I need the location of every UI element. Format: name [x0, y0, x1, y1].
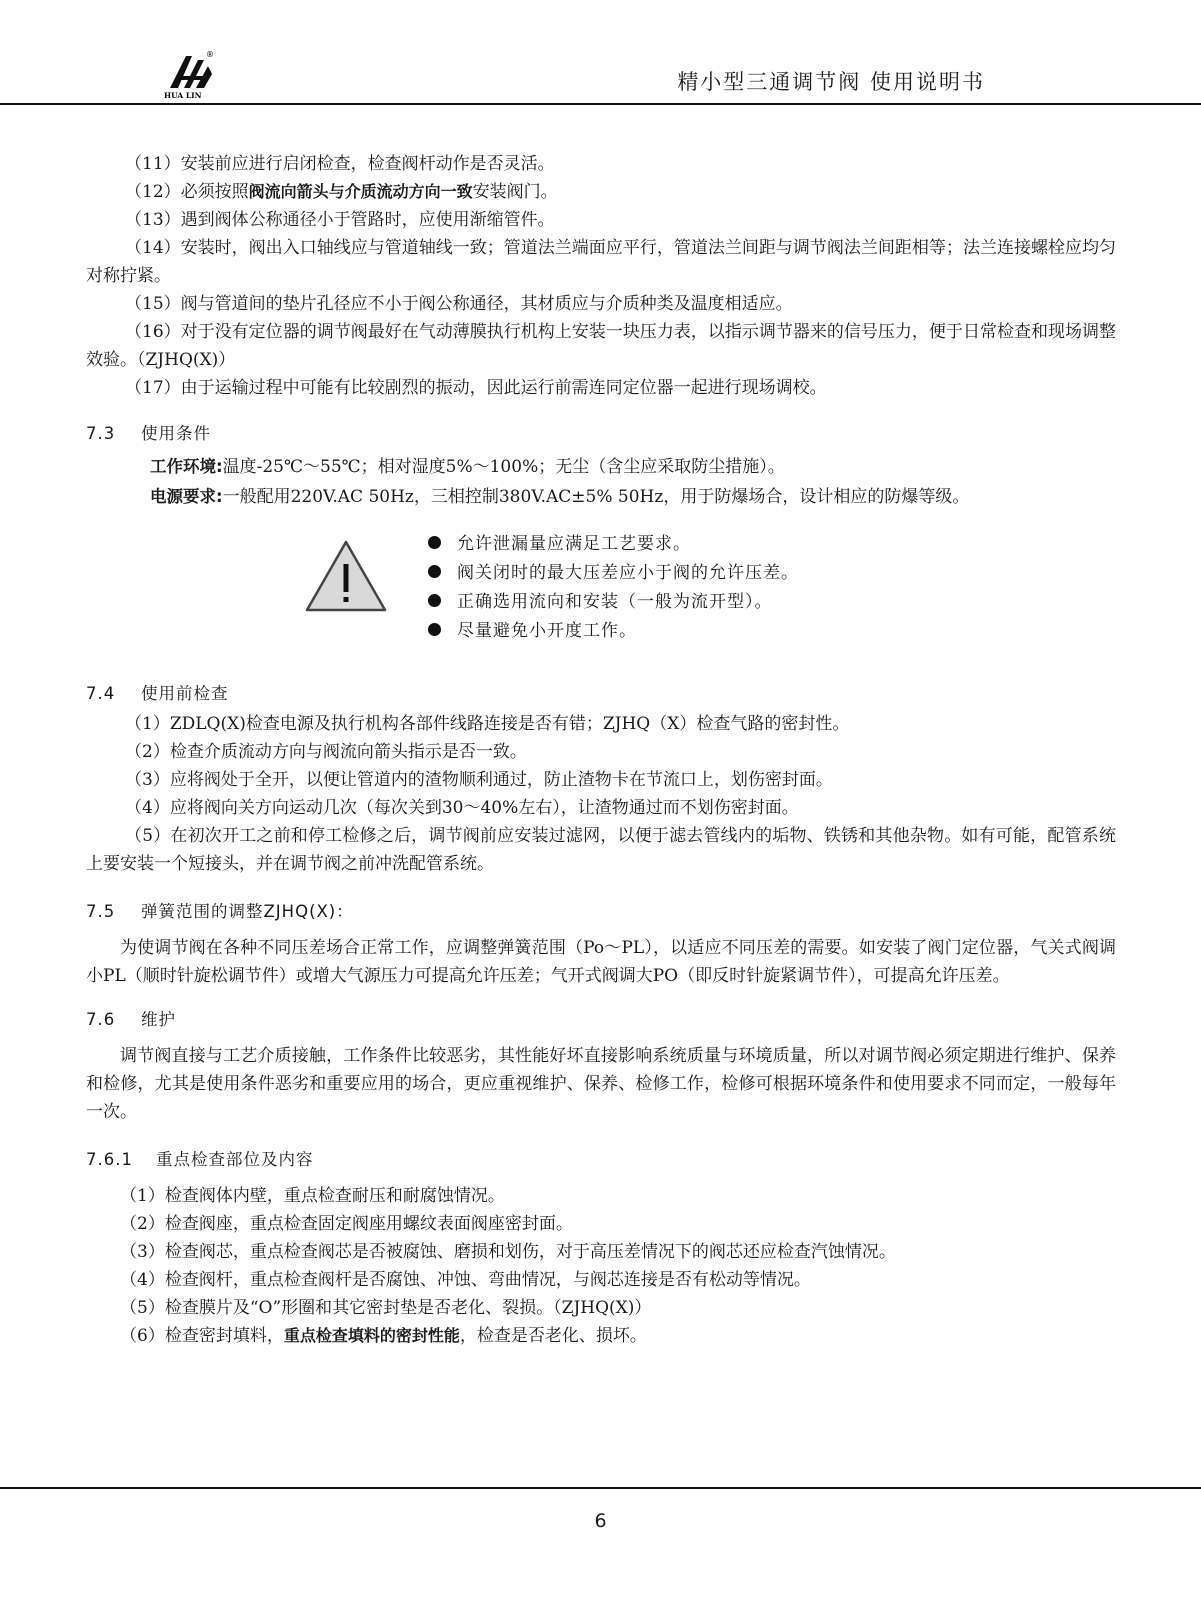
warning-item: 尽量避免小开度工作。	[428, 617, 799, 646]
inspection-item-5: （5）检查膜片及“O”形圈和其它密封垫是否老化、裂损。（ZJHQ(X)）	[120, 1298, 652, 1318]
section-heading-7-4: 7.4 使用前检查	[86, 684, 229, 703]
install-item-11: （11）安装前应进行启闭检查，检查阀杆动作是否灵活。	[125, 154, 555, 174]
inspection-item-6: （6）检查密封填料，重点检查填料的密封性能，检查是否老化、损坏。	[120, 1326, 647, 1346]
footer-divider	[0, 1487, 1201, 1489]
install-item-16: （16）对于没有定位器的调节阀最好在气动薄膜执行机构上安装一块压力表，以指示调节器来的信号压力，便于日常检查和现场调整效验。（ZJHQ(X)）	[86, 322, 1116, 370]
inspection-item-3: （3）检查阀芯，重点检查阀芯是否被腐蚀、磨损和划伤，对于高压差情况下的阀芯还应检查汽蚀情况。	[120, 1242, 896, 1262]
registered-mark: ®	[206, 50, 214, 59]
check-item-2: （2）检查介质流动方向与阀流向箭头指示是否一致。	[125, 742, 527, 762]
page-header	[0, 0, 1201, 108]
bullet-icon	[428, 594, 441, 607]
page-number: 6	[594, 1510, 607, 1532]
install-item-13: （13）遇到阀体公称通径小于管路时，应使用渐缩管件。	[125, 210, 555, 230]
section-heading-7-5: 7.5 弹簧范围的调整ZJHQ(X)：	[86, 902, 354, 921]
bullet-icon	[428, 565, 441, 578]
logo-text: HUA LIN	[164, 91, 202, 100]
document-title: 精小型三通调节阀 使用说明书	[677, 70, 985, 94]
warning-box	[86, 530, 1116, 670]
bullet-icon	[428, 536, 441, 549]
emphasis-text: 重点检查填料的密封性能	[283, 1326, 460, 1345]
install-item-12: （12）必须按照阀流向箭头与介质流动方向一致安装阀门。	[125, 182, 558, 202]
bullet-icon	[428, 623, 441, 636]
warning-item: 允许泄漏量应满足工艺要求。	[428, 530, 799, 559]
section-heading-7-6-1: 7.6.1 重点检查部位及内容	[86, 1150, 314, 1169]
inspection-item-1: （1）检查阀体内壁，重点检查耐压和耐腐蚀情况。	[120, 1186, 505, 1206]
section-heading-7-6: 7.6 维护	[86, 1010, 176, 1029]
install-item-17: （17）由于运输过程中可能有比较剧烈的振动，因此运行前需连同定位器一起进行现场调校。	[125, 378, 827, 398]
emphasis-text: 阀流向箭头与介质流动方向一致	[248, 182, 473, 201]
power-requirement: 电源要求:一般配用220V.AC 50Hz，三相控制380V.AC±5% 50Hz，用于防爆场合，设计相应的防爆等级。	[150, 487, 970, 507]
warning-list	[428, 530, 799, 646]
work-environment: 工作环境:温度-25℃～55℃；相对湿度5%～100%；无尘（含尘应采取防尘措施）。	[150, 457, 785, 477]
check-item-3: （3）应将阀处于全开，以便让管道内的渣物顺利通过，防止渣物卡在节流口上，划伤密封面。	[125, 770, 833, 790]
warning-item: 阀关闭时的最大压差应小于阀的允许压差。	[428, 559, 799, 588]
section-heading-7-3: 7.3 使用条件	[86, 424, 211, 443]
check-item-4: （4）应将阀向关方向运动几次（每次关到30～40%左右），让渣物通过而不划伤密封面。	[125, 798, 799, 818]
header-divider	[0, 103, 1201, 105]
hualin-logo	[162, 48, 226, 100]
check-item-1: （1）ZDLQ(X)检查电源及执行机构各部件线路连接是否有错；ZJHQ（X）检查气路的密封性。	[125, 714, 850, 734]
check-item-5: （5）在初次开工之前和停工检修之后，调节阀前应安装过滤网，以便于滤去管线内的垢物、铁锈和其他杂物。如有可能，配管系统上要安装一个短接头，并在调节阀之前冲洗配管系统。	[86, 826, 1116, 874]
install-item-15: （15）阀与管道间的垫片孔径应不小于阀公称通径，其材质应与介质种类及温度相适应。	[125, 294, 793, 314]
maintenance-text: 调节阀直接与工艺介质接触，工作条件比较恶劣，其性能好坏直接影响系统质量与环境质量，所以对调节阀必须定期进行维护、保养和检修，尤其是使用条件恶劣和重要应用的场合，更应重视维护、保养、检修工作，检修可根据环境条件和使用要求不同而定，一般每年一次。	[86, 1046, 1116, 1122]
page-content	[86, 150, 1116, 1350]
inspection-item-4: （4）检查阀杆，重点检查阀杆是否腐蚀、冲蚀、弯曲情况，与阀芯连接是否有松动等情况。	[120, 1270, 811, 1290]
inspection-item-2: （2）检查阀座，重点检查固定阀座用螺纹表面阀座密封面。	[120, 1214, 573, 1234]
install-item-14: （14）安装时，阀出入口轴线应与管道轴线一致；管道法兰端面应平行，管道法兰间距与调节阀法兰间距相等；法兰连接螺栓应均匀对称拧紧。	[86, 238, 1116, 286]
warning-item: 正确选用流向和安装（一般为流开型）。	[428, 588, 799, 617]
warning-triangle-icon	[303, 538, 389, 616]
spring-range-text: 为使调节阀在各种不同压差场合正常工作，应调整弹簧范围（Po～PL），以适应不同压差的需要。如安装了阀门定位器，气关式阀调小PL（顺时针旋松调节件）或增大气源压力可提高允许压差；气开式阀调大PO（即反时针旋紧调节件），可提高允许压差。	[86, 938, 1116, 986]
